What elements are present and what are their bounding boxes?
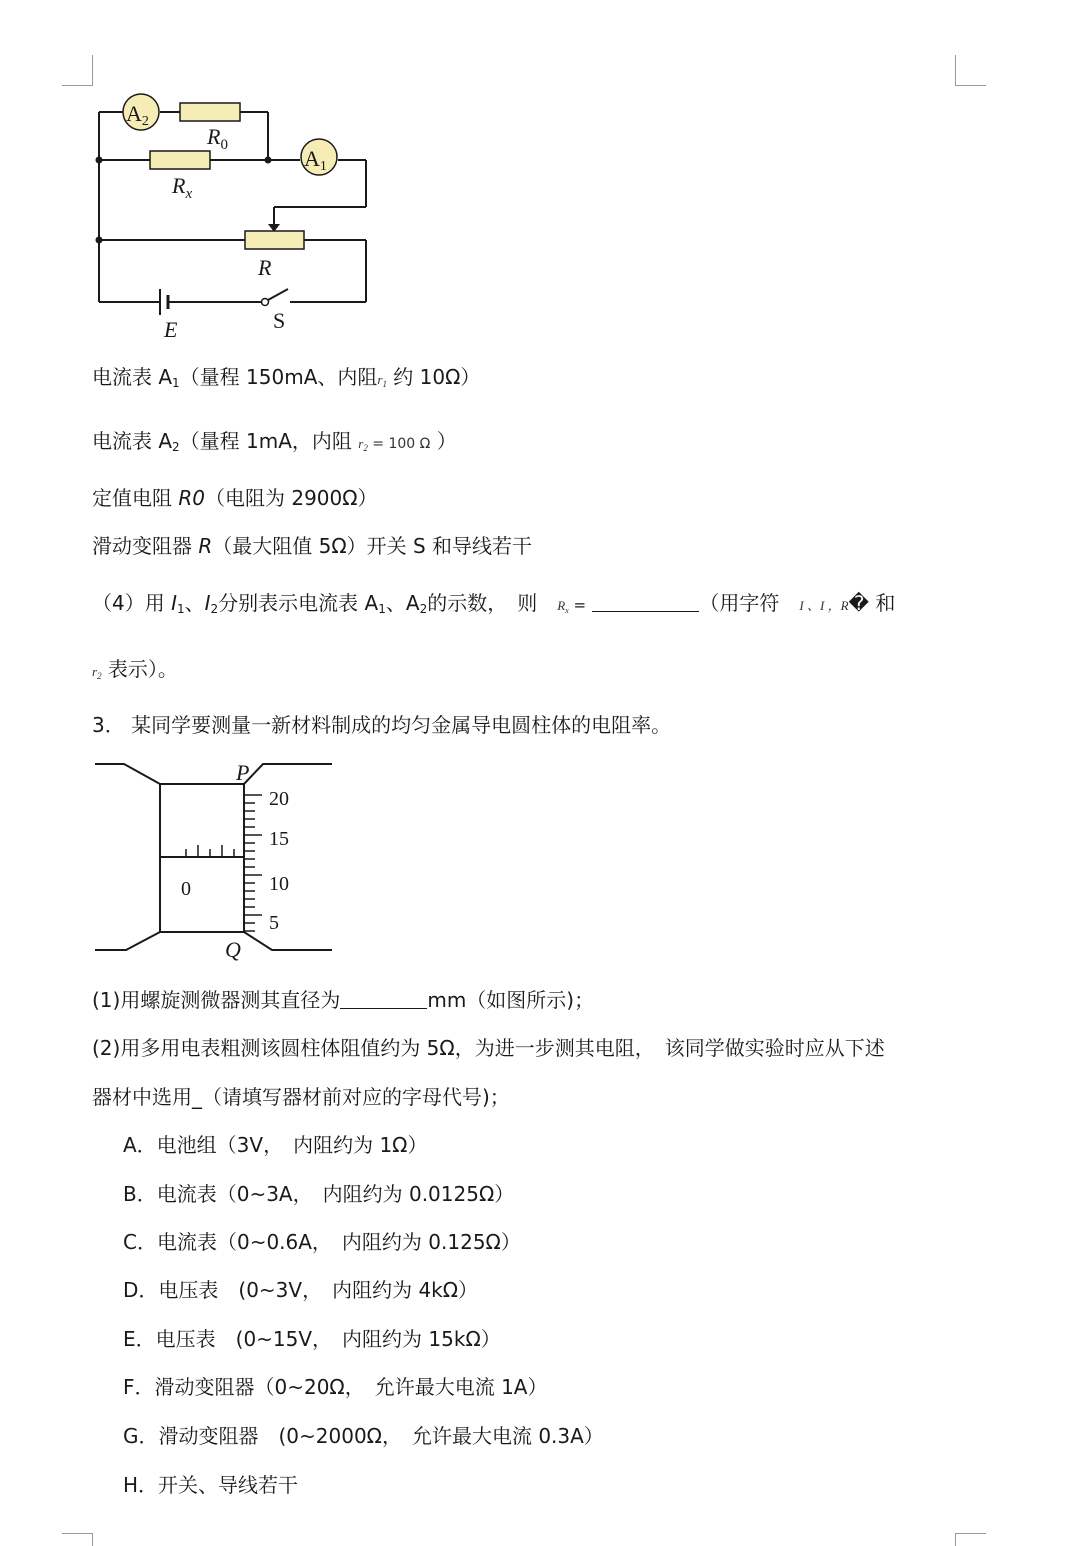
- a1-label: A1: [304, 146, 327, 174]
- option-g: G．滑动变阻器 (0~2000Ω， 允许最大电流 0.3A）: [123, 1424, 604, 1448]
- resistor-rx: [150, 151, 210, 169]
- option-c: C．电流表（0~0.6A， 内阻约为 0.125Ω）: [123, 1230, 521, 1254]
- equip-ammeter-a1: 电流表 $A_1$（量程 150mA、内阻$r_1$ 约 10Ω）: [92, 365, 481, 390]
- circuit-diagram: [90, 88, 380, 350]
- thimble-ticks: [244, 795, 262, 931]
- question-4-line1: （4）用 $I_1$、$I_2$分别表示电流表 $A_1$、$A_2$的示数， 则 $R_x$ = （用字符 I 、I ，R� 和: [92, 591, 896, 616]
- crop-mark-top-left: [62, 55, 93, 86]
- r0-label: $R_0$: [207, 124, 228, 153]
- thimble-label-5: 5: [269, 912, 279, 934]
- thimble-label-10: 10: [269, 873, 289, 895]
- e-label: E: [164, 317, 178, 342]
- equip-rheostat: 滑动变阻器 R（最大阻值 5Ω）开关 S 和导线若干: [92, 534, 533, 558]
- equip-fixed-resistor: 定值电阻 R0（电阻为 2900Ω）: [92, 486, 378, 510]
- option-d: D．电压表 (0~3V， 内阻约为 4kΩ）: [123, 1278, 479, 1302]
- option-e: E．电压表 (0~15V， 内阻约为 15kΩ）: [123, 1327, 501, 1351]
- answer-blank-rx[interactable]: [592, 591, 699, 612]
- sleeve-zero: 0: [181, 878, 191, 900]
- option-b: B．电流表（0~3A， 内阻约为 0.0125Ω）: [123, 1182, 515, 1206]
- rx-label: $R_x$: [172, 173, 193, 202]
- question-3-part2-line2: 器材中选用_（请填写器材前对应的字母代号)；: [92, 1085, 510, 1109]
- s-label: S: [273, 308, 286, 333]
- question-3-part2-line1: (2)用多用电表粗测该圆柱体阻值约为 5Ω，为进一步测其电阻， 该同学做实验时应从下述: [92, 1036, 885, 1060]
- answer-blank-diameter[interactable]: [340, 988, 427, 1009]
- sleeve-ticks: [186, 845, 234, 857]
- crop-mark-bottom-right: [955, 1533, 986, 1546]
- label-p: P: [236, 760, 250, 785]
- thimble-label-15: 15: [269, 828, 289, 850]
- resistor-r0: [180, 103, 240, 121]
- micrometer-diagram: [92, 758, 337, 963]
- question-3-part1: (1)用螺旋测微器测其直径为 mm（如图所示)；: [92, 988, 595, 1012]
- label-q: Q: [225, 937, 241, 962]
- question-4-line2: $r_2$ 表示）。: [92, 657, 178, 681]
- option-a: A．电池组（3V， 内阻约为 1Ω）: [123, 1133, 428, 1157]
- question-3-title: 3． 某同学要测量一新材料制成的均匀金属导电圆柱体的电阻率。: [92, 713, 672, 737]
- crop-mark-bottom-left: [62, 1533, 93, 1546]
- option-h: H．开关、导线若干: [123, 1473, 299, 1497]
- thimble-label-20: 20: [269, 788, 289, 810]
- resistor-rheostat: [245, 231, 304, 249]
- option-f: F．滑动变阻器（0~20Ω， 允许最大电流 1A）: [123, 1375, 548, 1399]
- a2-label: A2: [126, 101, 149, 129]
- crop-mark-top-right: [955, 55, 986, 86]
- equip-ammeter-a2: 电流表 $A_2$（量程 1mA，内阻 $r_2 = 100$ Ω ）: [92, 429, 457, 454]
- r-label: R: [258, 255, 272, 280]
